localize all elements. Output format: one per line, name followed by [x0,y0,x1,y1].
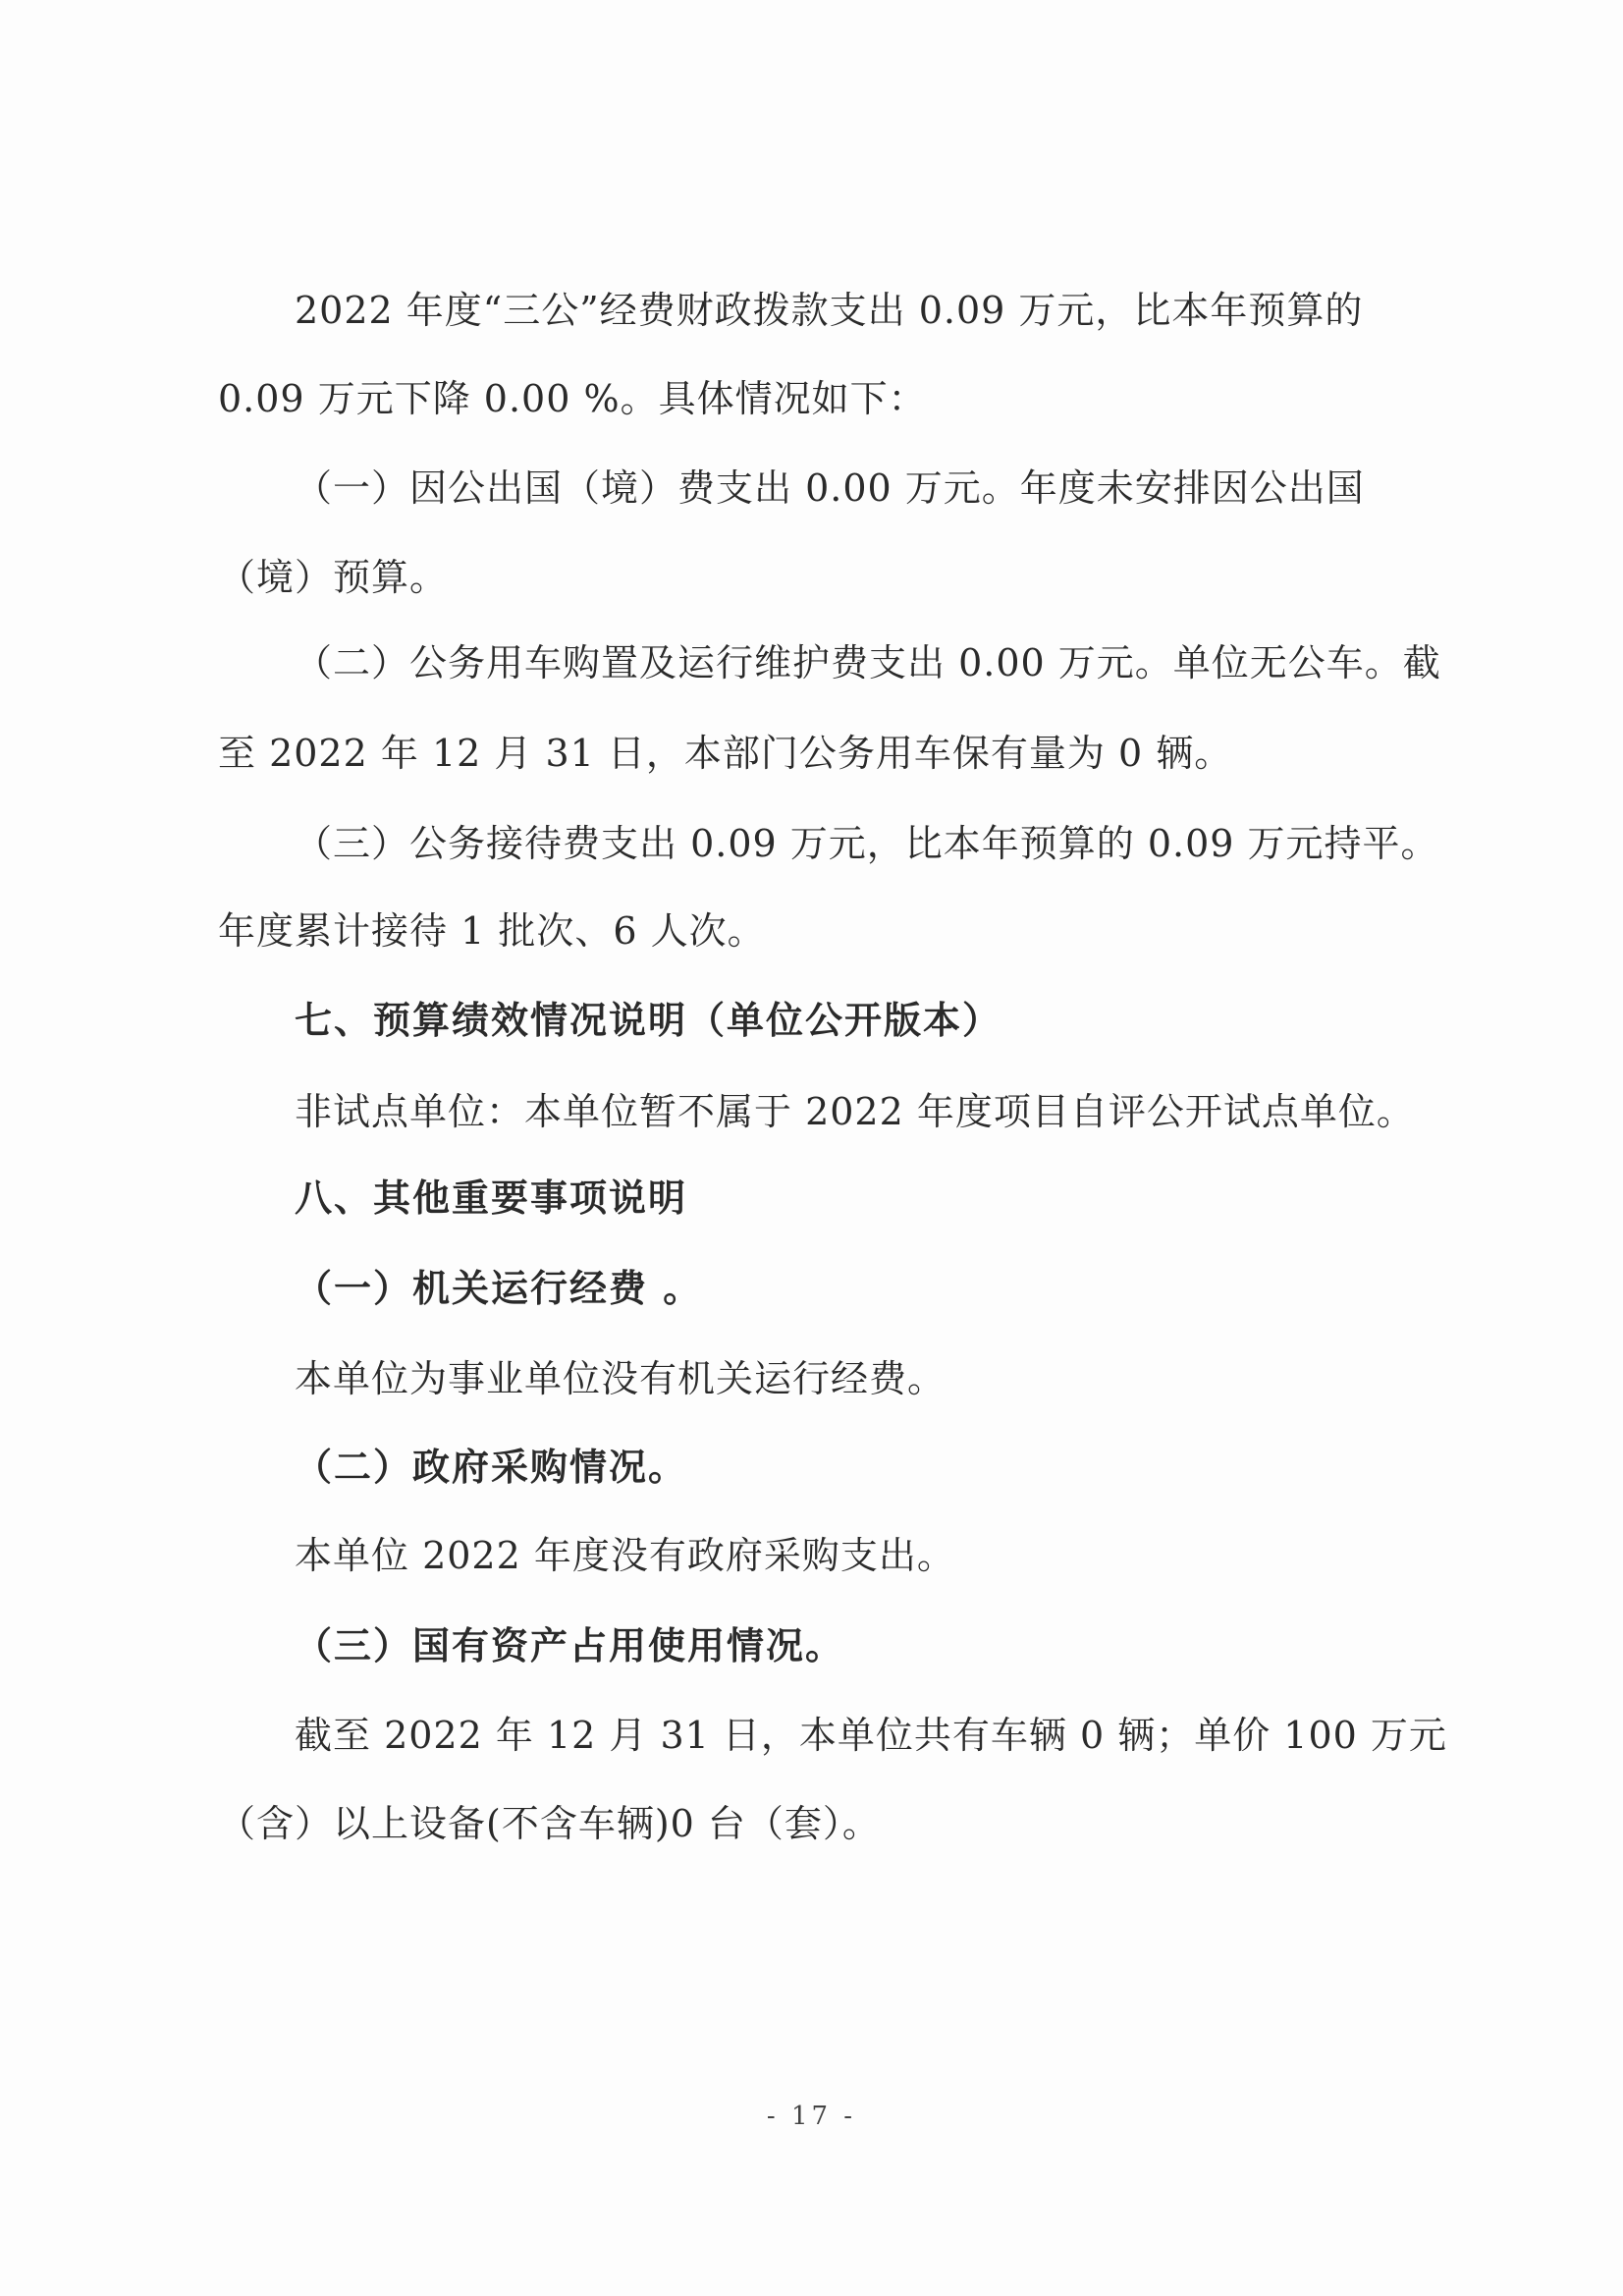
paragraph-line: 本单位 2022 年度没有政府采购支出。 [295,1534,955,1577]
section-heading: 八、其他重要事项说明 [295,1175,688,1220]
paragraph-line: （境）预算。 [218,556,449,599]
subsection-heading: （三）国有资产占用使用情况。 [295,1623,845,1667]
paragraph-line: （三）公务接待费支出 0.09 万元，比本年预算的 0.09 万元持平。 [295,822,1439,865]
section-heading: 七、预算绩效情况说明（单位公开版本） [295,998,1002,1042]
page-number: - 17 - [766,2102,857,2131]
paragraph-line: 至 2022 年 12 月 31 日，本部门公务用车保有量为 0 辆。 [218,732,1233,775]
paragraph-line: 0.09 万元下降 0.00 %。具体情况如下： [218,377,927,420]
paragraph-line: 非试点单位：本单位暂不属于 2022 年度项目自评公开试点单位。 [295,1090,1415,1133]
paragraph-line: 截至 2022 年 12 月 31 日，本单位共有车辆 0 辆；单价 100 万元 [295,1714,1447,1757]
paragraph-line: （含）以上设备(不含车辆)0 台（套）。 [218,1802,881,1845]
paragraph-line: （二）公务用车购置及运行维护费支出 0.00 万元。单位无公车。截 [295,641,1441,684]
paragraph-line: 年度累计接待 1 批次、6 人次。 [218,909,766,953]
paragraph-line: 2022 年度“三公”经费财政拨款支出 0.09 万元，比本年预算的 [295,289,1364,332]
subsection-heading: （一）机关运行经费 。 [295,1266,703,1310]
subsection-heading: （二）政府采购情况。 [295,1445,688,1489]
paragraph-line: （一）因公出国（境）费支出 0.00 万元。年度未安排因公出国 [295,466,1365,510]
paragraph-line: 本单位为事业单位没有机关运行经费。 [295,1357,947,1400]
